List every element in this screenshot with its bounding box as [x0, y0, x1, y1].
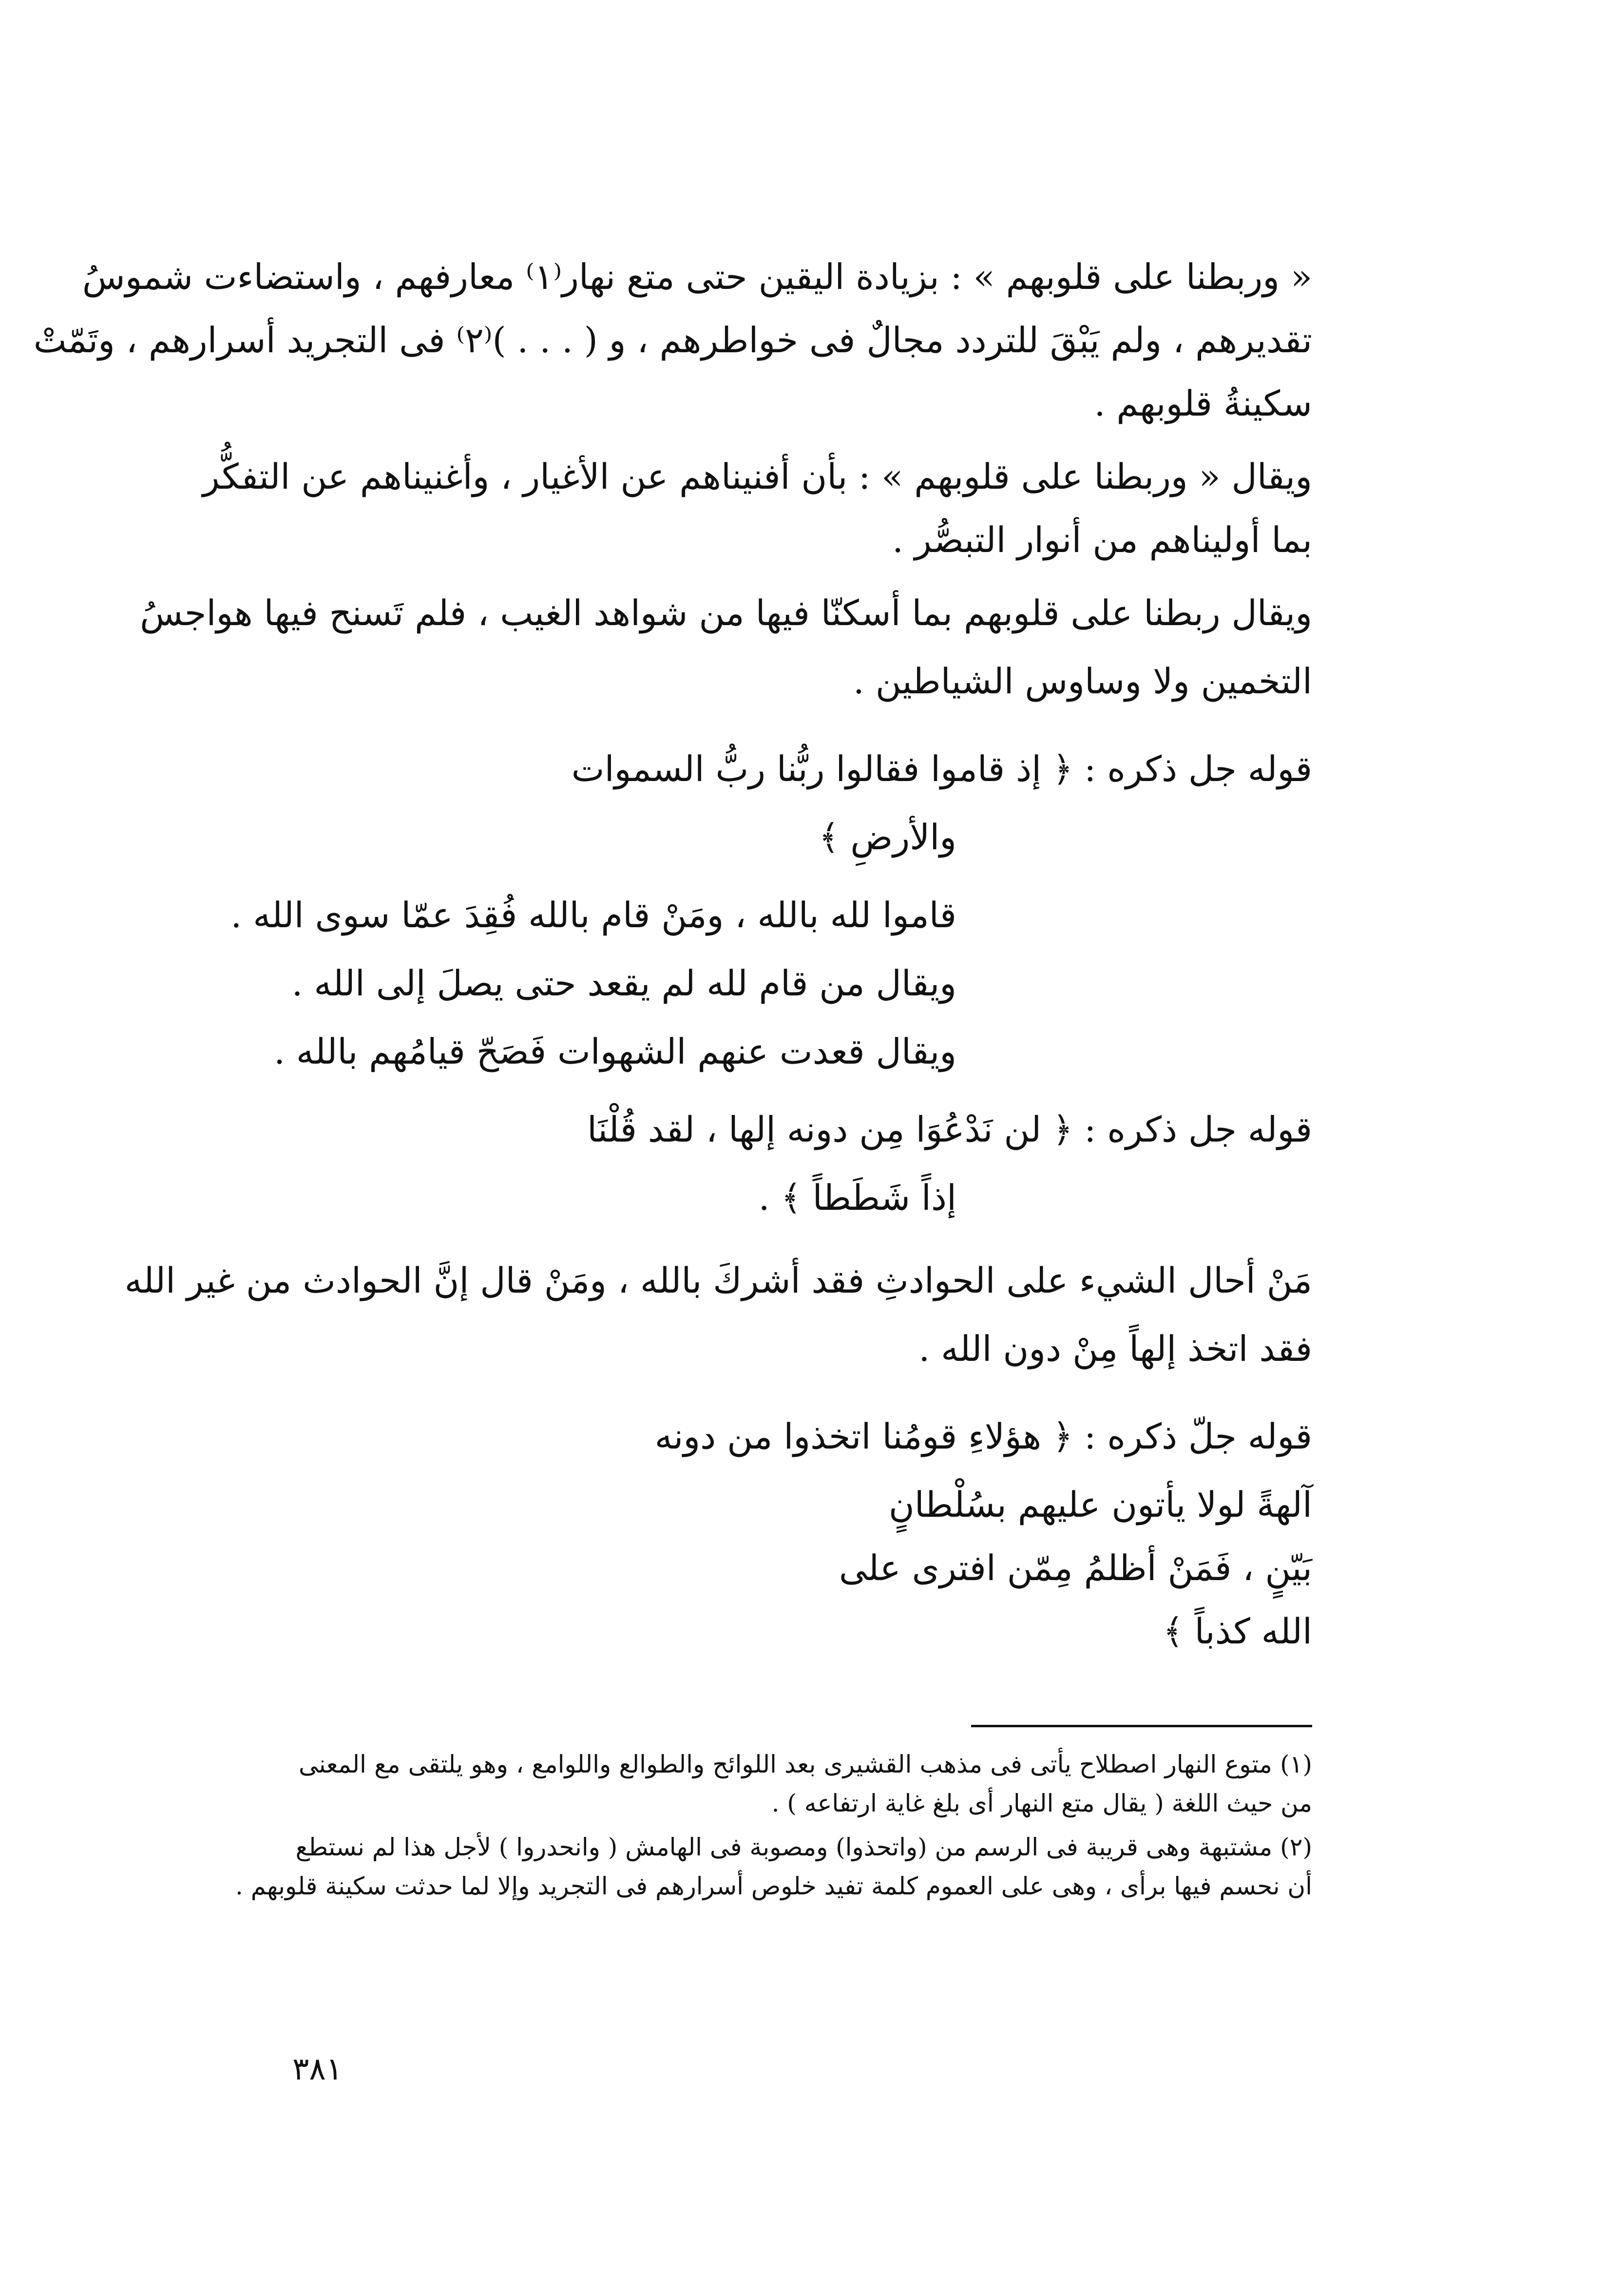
body-line-7: التخمين ولا وساوس الشياطين . — [853, 661, 1312, 702]
verse-heading-2: قوله جل ذكره : ﴿ لن نَدْعُوَا مِن دونه إلها ، لقد قُلْنَا — [587, 1109, 1312, 1150]
verse-heading-3-cont-1: آلهةً لولا يأتون عليهم بسُلْطانٍ — [888, 1484, 1312, 1525]
body-line-3: سكينةُ قلوبهم . — [1094, 383, 1312, 424]
verse-heading-3-cont-2: بَيّنٍ ، فَمَنْ أظلمُ مِمّن افترى على — [839, 1547, 1312, 1588]
body-line-12: ويقال قعدت عنهم الشهوات فَصَحّ قيامُهم بالله . — [274, 1031, 956, 1072]
body-line-15: مَنْ أحال الشيء على الحوادثِ فقد أشركَ بالله ، ومَنْ قال إنَّ الحوادث من غير الله — [124, 1260, 1312, 1301]
body-line-6: ويقال ربطنا على قلوبهم بما أسكنّا فيها من شواهد الغيب ، فلم تَسنح فيها هواجسُ — [140, 592, 1312, 633]
footnote-1-line-1: (١) متوع النهار اصطلاح يأتى فى مذهب القشيرى بعد اللوائح والطوالع واللوامع ، وهو يلتقى مع المعنى — [299, 1750, 1312, 1778]
footnote-2-line-1: (٢) مشتبهة وهى قريبة فى الرسم من (واتحذوا) ومصوبة فى الهامش ( وانحدروا ) لأجل هذا لم نستطع — [295, 1833, 1312, 1861]
verse-heading-1: قوله جل ذكره : ﴿ إذ قاموا فقالوا ربُّنا ربُّ السموات — [571, 748, 1312, 789]
verse-heading-2-cont: إذاً شَطَطاً ﴾ . — [758, 1177, 956, 1218]
footnote-separator — [971, 1725, 1312, 1727]
body-line-1: « وربطنا على قلوبهم » : بزيادة اليقين حتى متع نهار⁽١⁾ معارفهم ، واستضاءت شموسُ — [82, 256, 1312, 297]
footnote-2-line-2: أن نحسم فيها برأى ، وهى على العموم كلمة تفيد خلوص أسرارهم فى التجريد وإلا لما حدثت سكينة قلوبهم . — [235, 1872, 1312, 1900]
verse-heading-1-cont: والأرضِ ﴾ — [819, 817, 956, 858]
body-line-11: ويقال من قام لله لم يقعد حتى يصلَ إلى الله . — [291, 963, 956, 1004]
page-number: ٣٨١ — [292, 2051, 343, 2087]
body-line-2: تقديرهم ، ولم يَبْقَ للتردد مجالٌ فى خواطرهم ، و ( . . . )⁽٢⁾ فى التجريد أسرارهم ، وتَمّتْ — [33, 320, 1312, 361]
body-line-10: قاموا لله بالله ، ومَنْ قام بالله فُقِدَ عمّا سوى الله . — [230, 895, 956, 935]
footnote-1-line-2: من حيث اللغة ( يقال متع النهار أى بلغ غاية ارتفاعه ) . — [771, 1789, 1312, 1817]
body-line-5: بما أوليناهم من أنوار التبصُّر . — [892, 519, 1312, 560]
verse-heading-3: قوله جلّ ذكره : ﴿ هؤلاءِ قومُنا اتخذوا من دونه — [654, 1416, 1312, 1457]
verse-heading-3-cont-3: الله كذباً ﴾ — [1163, 1611, 1312, 1652]
body-line-4: ويقال « وربطنا على قلوبهم » : بأن أفنيناهم عن الأغيار ، وأغنيناهم عن التفكُّر — [202, 456, 1312, 497]
body-line-16: فقد اتخذ إلهاً مِنْ دون الله . — [918, 1328, 1312, 1369]
